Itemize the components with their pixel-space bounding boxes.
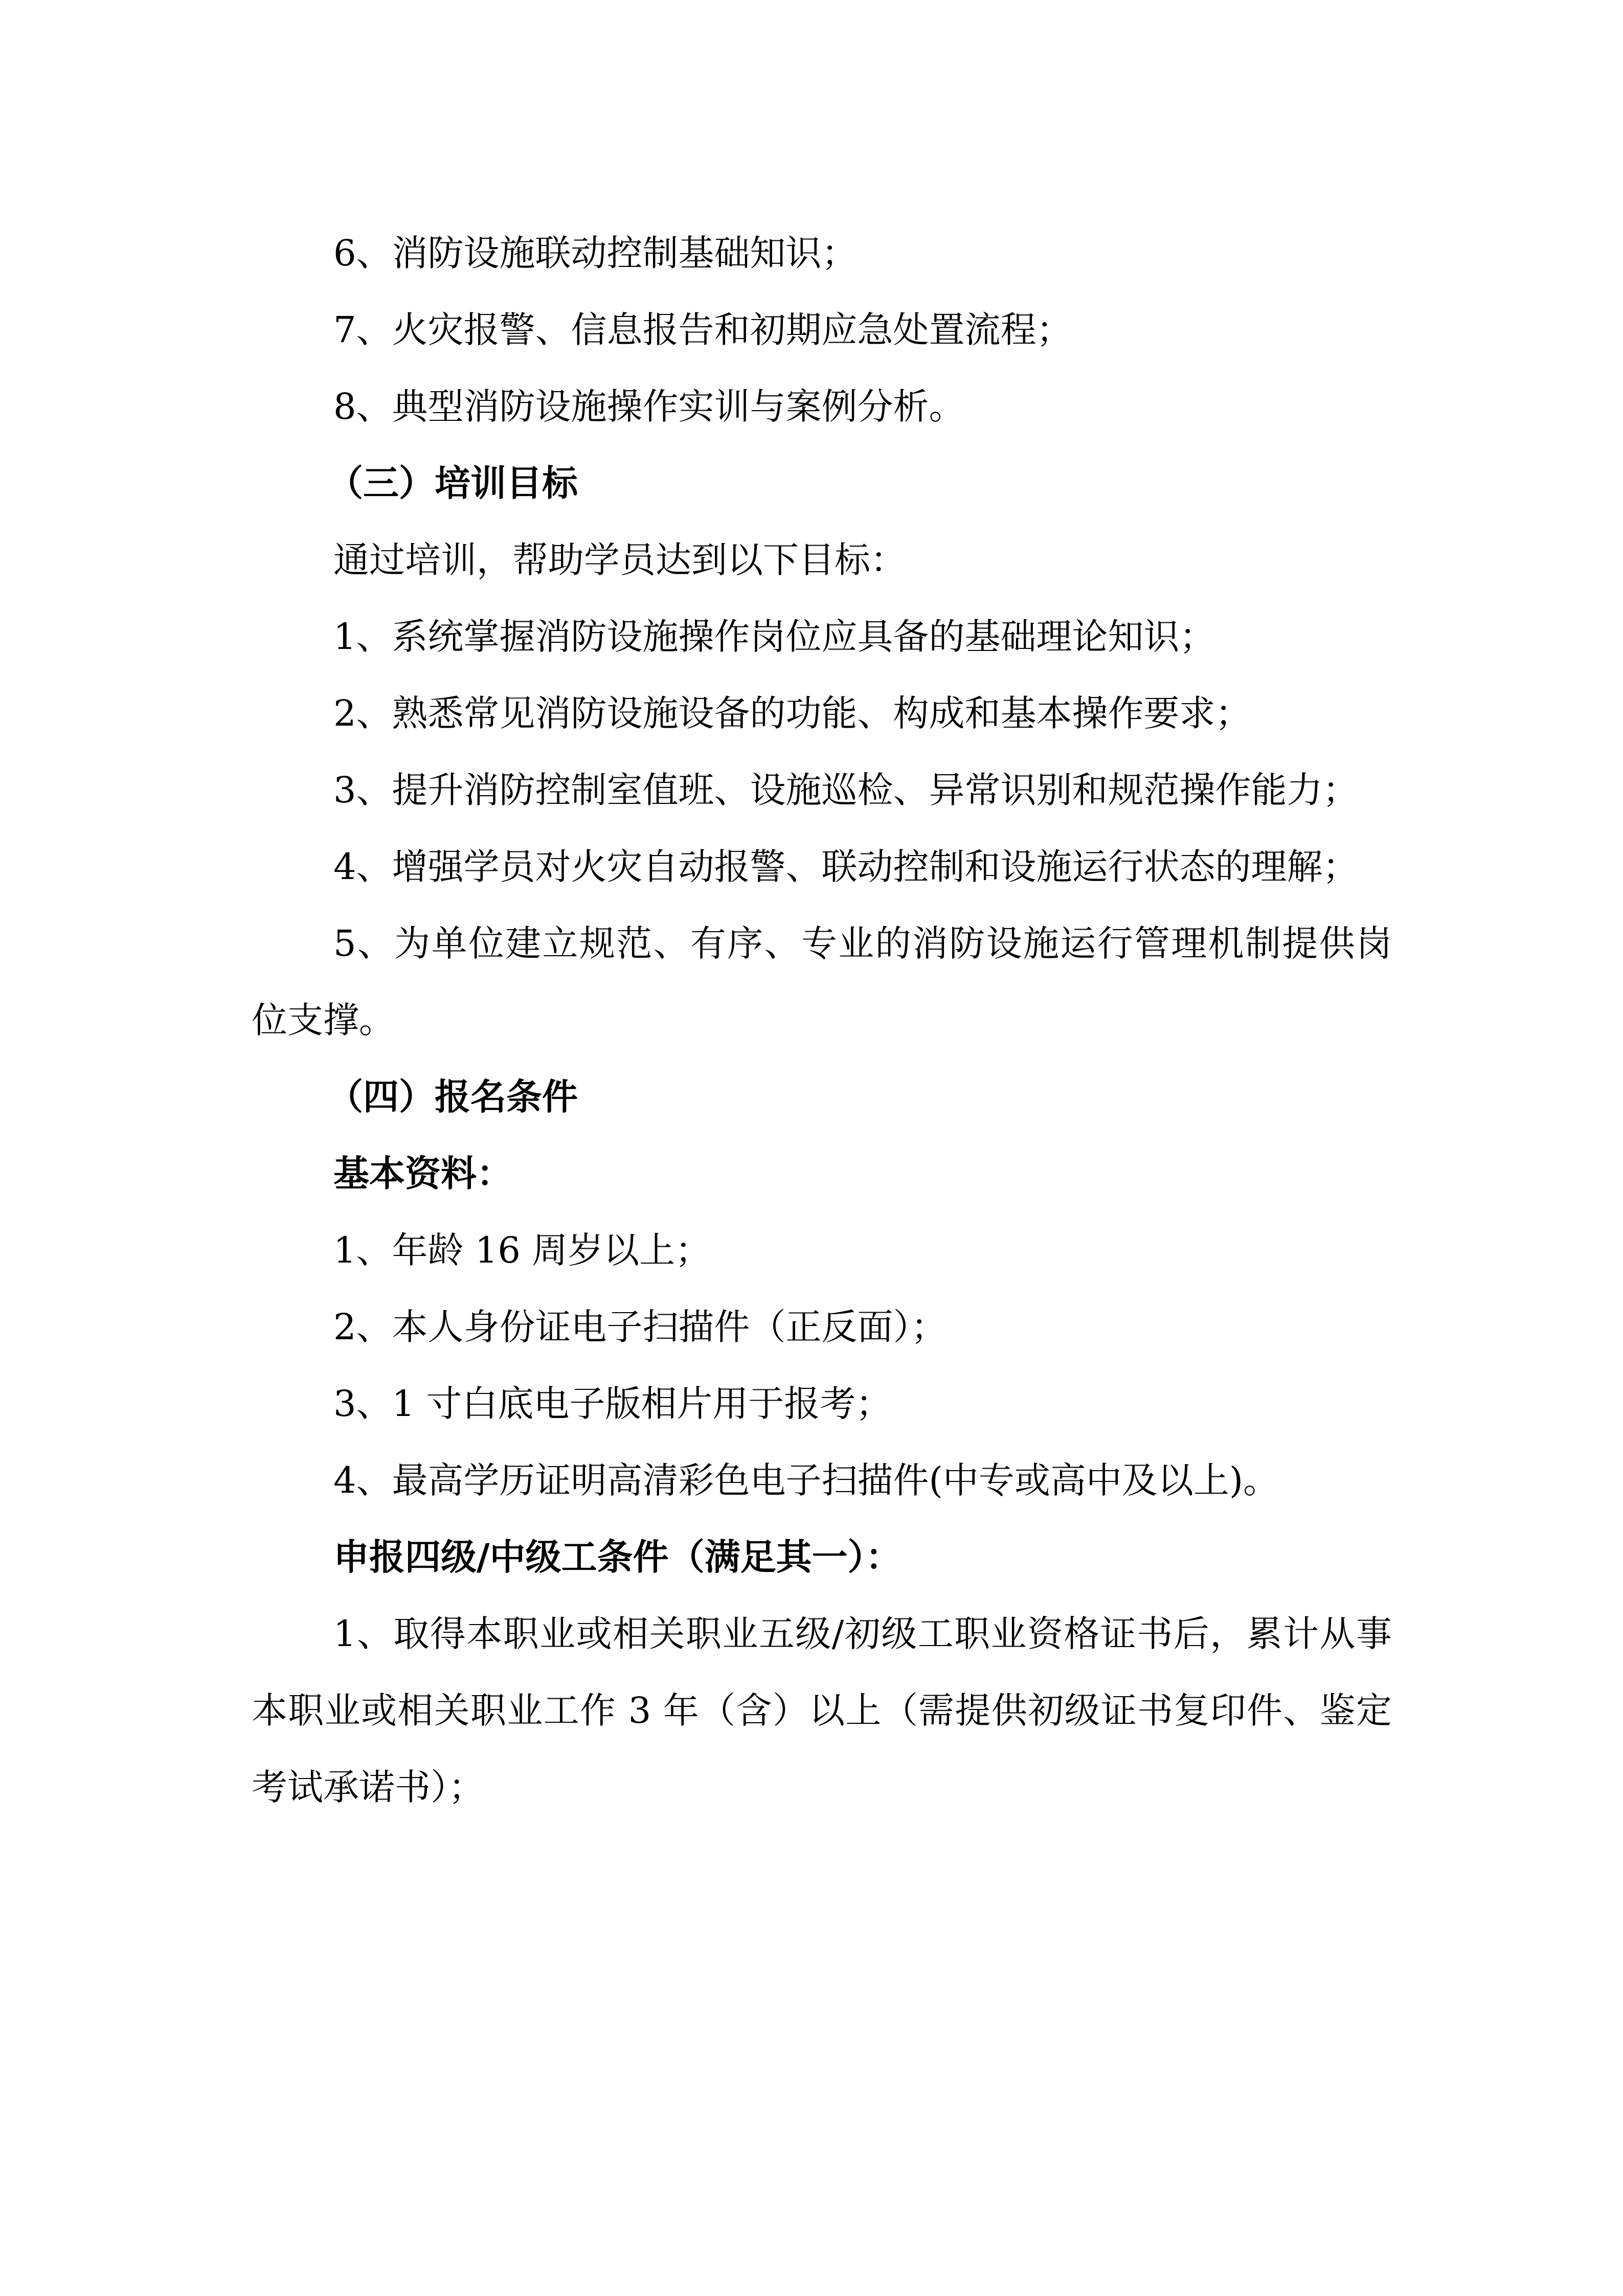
list-item: 1、取得本职业或相关职业五级/初级工职业资格证书后，累计从事本职业或相关职业工作 3 年（含）以上（需提供初级证书复印件、鉴定考试承诺书）； [252,1613,1392,1808]
document-body [252,215,1392,1826]
list-item: 4、最高学历证明高清彩色电子扫描件(中专或高中及以上)。 [333,1459,1279,1501]
list-item: 8、典型消防设施操作实训与案例分析。 [333,386,965,427]
list-item: 1、系统掌握消防设施操作岗位应具备的基础理论知识； [333,616,1215,658]
list-item: 2、熟悉常见消防设施设备的功能、构成和基本操作要求； [333,692,1251,734]
list-item: 6、消防设施联动控制基础知识； [333,232,858,274]
list-item: 3、提升消防控制室值班、设施巡检、异常识别和规范操作能力； [333,769,1359,811]
list-item: 3、1 寸白底电子版相片用于报考； [333,1383,892,1425]
section-heading-requirements: （四）报名条件 [327,1075,578,1118]
list-item: 7、火灾报警、信息报告和初期应急处置流程； [333,309,1072,351]
section-intro: 通过培训，帮助学员达到以下目标： [333,539,906,581]
list-item: 1、年龄 16 周岁以上； [333,1229,711,1271]
subheading-basic-materials: 基本资料： [333,1152,512,1195]
list-item: 2、本人身份证电子扫描件（正反面）； [333,1306,947,1348]
list-item: 5、为单位建立规范、有序、专业的消防设施运行管理机制提供岗位支撑。 [252,922,1392,1041]
section-heading-training-goals: （三）培训目标 [327,462,578,504]
list-item: 4、增强学员对火灾自动报警、联动控制和设施运行状态的理解； [333,846,1359,888]
subheading-level4-conditions: 申报四级/中级工条件（满足其一）： [333,1536,901,1578]
